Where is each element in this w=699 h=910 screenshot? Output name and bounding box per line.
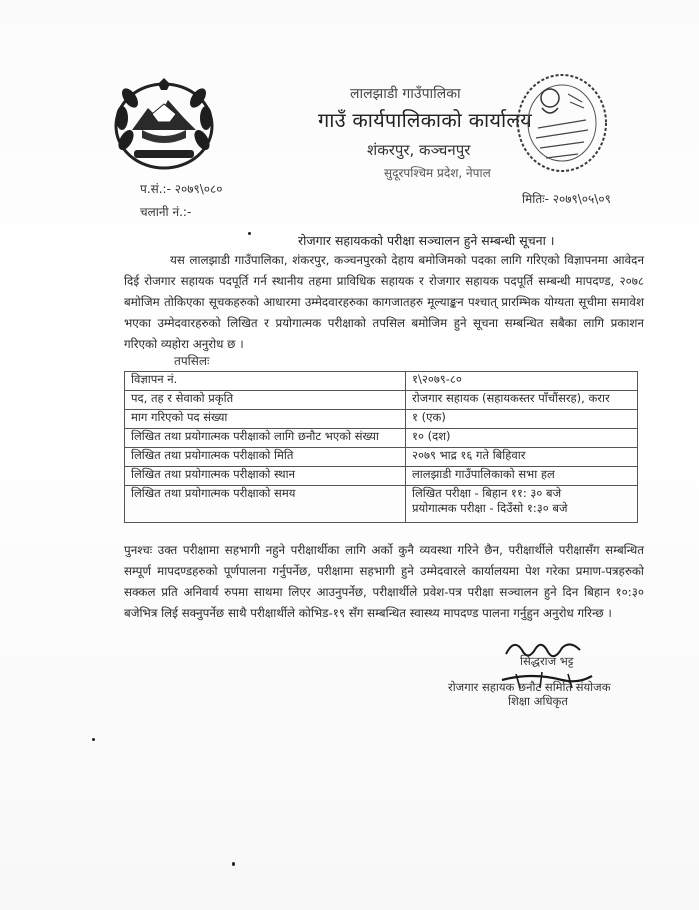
scan-speck xyxy=(92,738,95,741)
notice-subject: रोजगार सहायकको परीक्षा सञ्चालन हुने सम्बन्धी सूचना । xyxy=(298,233,555,248)
scan-speck xyxy=(232,862,235,866)
office-address: शंकरपुर, कञ्चनपुर xyxy=(367,141,471,159)
table-row xyxy=(125,429,638,448)
office-province: सुदूरपश्चिम प्रदेश, नेपाल xyxy=(384,166,491,180)
table-row xyxy=(125,486,638,523)
table-cell-label: पद, तह र सेवाको प्रकृति xyxy=(125,391,406,410)
table-row xyxy=(125,467,638,486)
table-row xyxy=(125,410,638,429)
table-row xyxy=(125,391,638,410)
table-cell-value: १ (एक) xyxy=(406,410,638,429)
table-row xyxy=(125,448,638,467)
table-row xyxy=(125,372,638,391)
table-cell-value: १० (दश) xyxy=(406,429,638,448)
signatory-role: रोजगार सहायक छनौट समिति संयोजक xyxy=(448,680,611,694)
details-label: तपसिलः xyxy=(174,354,210,368)
table-cell-label: लिखित तथा प्रयोगात्मक परीक्षाको समय xyxy=(125,486,406,523)
dispatch-number: चलानी नं.:- xyxy=(140,205,192,219)
table-cell-value xyxy=(406,486,638,523)
table-cell-value: रोजगार सहायक (सहायकस्तर पाँचौंसरह), करार xyxy=(406,391,638,410)
details-table xyxy=(124,371,638,523)
notice-date: मितिः- २०७९\०५\०९ xyxy=(522,192,611,206)
practical-exam-time: प्रयोगात्मक परीक्षा - दिउँसो १:३० बजे xyxy=(412,501,568,515)
municipality-name: लालझाडी गाउँपालिका xyxy=(350,86,461,102)
table-cell-label: लिखित तथा प्रयोगात्मक परीक्षाको लागि छनौट भएको संख्या xyxy=(125,429,406,448)
table-cell-label: लिखित तथा प्रयोगात्मक परीक्षाको मिति xyxy=(125,448,406,467)
table-cell-value: २०७९ भाद्र १६ गते बिहिवार xyxy=(406,448,638,467)
table-cell-label: विज्ञापन नं. xyxy=(125,372,406,391)
table-cell-value: १\२०७९-८० xyxy=(406,372,638,391)
notice-body: यस लालझाडी गाउँपालिका, शंकरपुर, कञ्चनपुरको देहाय बमोजिमको पदका लागि गरिएको विज्ञापनमा आवेदन दिई रोजगार सहायक पदपूर्ति गर्न स्थानीय तहमा प्राविधिक सहायक र रोजगार सहायक पदपूर्ति सम्बन्धी मापदण्ड, २०७८ बमोजिम तोकिएका सूचकहरुको आधारमा उम्मेदवारहरुका कागजातहरु मूल्याङ्कन पश्चात् प्रारम्भिक योग्यता सूचीमा समावेश भएका उम्मेदवारहरुको लिखित र प्रयोगात्मक परीक्षाको तपसिल बमोजिम हुने सूचना सम्बन्धित सबैका लागि प्रकाशन गरिएको व्यहोरा अनुरोध छ । xyxy=(124,253,644,351)
postscript-paragraph: पुनश्चः उक्त परीक्षामा सहभागी नहुने परीक्षार्थीका लागि अर्को कुनै व्यवस्था गरिने छैन, परीक्षार्थीले परीक्षासँग सम्बन्धित सम्पूर्ण मापदण्डहरुको पूर्णपालना गर्नुपर्नेछ, परीक्षामा सहभागी हुने उम्मेदवारले कार्यालयमा पेश गरेका प्रमाण-पत्रहरुको सक्कल प्रति अनिवार्य रुपमा साथमा लिएर आउनुपर्नेछ, परीक्षार्थीले प्रवेश-पत्र परीक्षा सञ्चालन हुने दिन बिहान १०:३० बजेभित्र लिई सक्नुपर्नेछ साथै परीक्षार्थीले कोभिड-१९ सँग सम्बन्धित स्वास्थ्य मापदण्ड पालना गर्नुहुन अनुरोध गरिन्छ । xyxy=(124,543,644,620)
signatory-name: सिद्धराज भट्ट xyxy=(520,654,574,668)
reference-number: प.सं.:- २०७९\०८० xyxy=(140,182,223,196)
nepal-emblem-icon xyxy=(112,78,216,170)
table-cell-label: लिखित तथा प्रयोगात्मक परीक्षाको स्थान xyxy=(125,467,406,486)
signatory-office: शिक्षा अधिकृत xyxy=(508,694,568,708)
office-title: गाउँ कार्यपालिकाको कार्यालय xyxy=(318,108,532,132)
scan-speck xyxy=(248,232,251,235)
written-exam-time: लिखित परीक्षा - बिहान ११: ३० बजे xyxy=(412,486,562,500)
table-cell-label: माग गरिएको पद संख्या xyxy=(125,410,406,429)
table-cell-value: लालझाडी गाउँपालिकाको सभा हल xyxy=(406,467,638,486)
office-stamp-icon xyxy=(512,68,612,178)
